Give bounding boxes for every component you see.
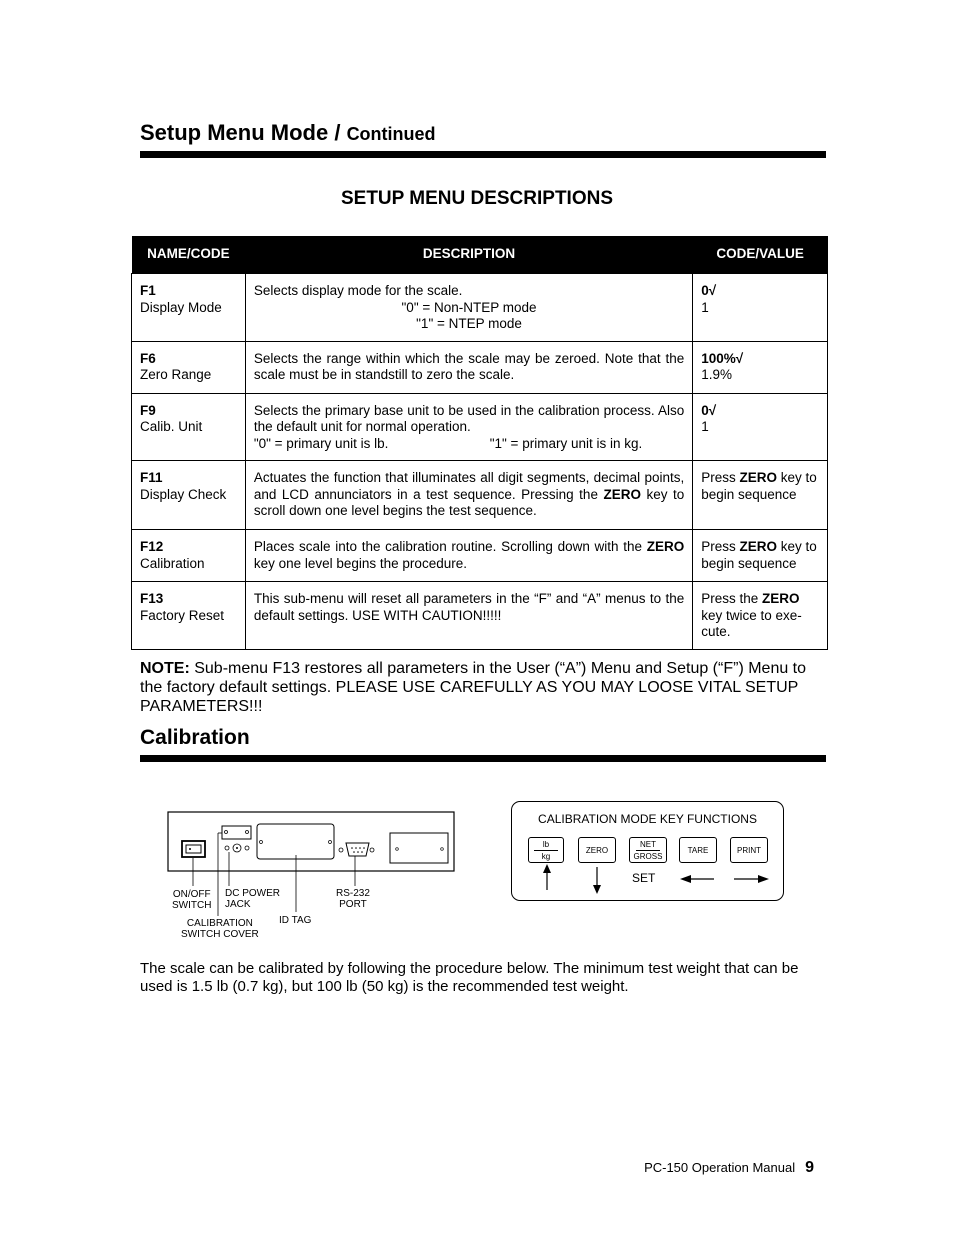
value-text: key twice to exe-cute. xyxy=(701,607,802,639)
cell-value xyxy=(693,274,828,342)
unit-key-lb: lb xyxy=(542,839,550,849)
cell-description xyxy=(245,393,692,461)
description-option: "1" = NTEP mode xyxy=(416,316,522,331)
alt-value: 1 xyxy=(701,419,709,434)
arrow-left-icon xyxy=(680,875,691,883)
label-line: JACK xyxy=(225,899,251,910)
zero-key-ref: ZERO xyxy=(739,470,778,485)
setup-menu-table xyxy=(131,236,828,650)
note-text: Sub-menu F13 restores all parameters in the User (“A”) Menu and Setup (“F”) Menu to the factory default settings. PLEASE USE CAREFULLY AS YOU MAY LOOSE VITAL SETUP PARAMETERS!!! xyxy=(140,660,807,715)
title-separator: / xyxy=(328,120,347,145)
tare-key-label: TARE xyxy=(687,845,709,855)
label-line: PORT xyxy=(339,899,367,910)
table-row xyxy=(132,274,828,342)
title-continued: Continued xyxy=(346,124,436,144)
menu-name: Calibration xyxy=(140,555,205,571)
unit-key-kg: kg xyxy=(541,851,551,861)
value-text: key to begin sequence xyxy=(701,539,817,571)
col-header-description: DESCRIPTION xyxy=(245,236,692,274)
table-row xyxy=(132,341,828,393)
description-option: "1" = primary unit is in kg. xyxy=(489,435,643,451)
menu-code: F6 xyxy=(140,350,156,366)
cell-name xyxy=(132,341,246,393)
menu-name: Zero Range xyxy=(140,367,212,382)
zero-key-ref: ZERO xyxy=(739,539,778,554)
cell-value xyxy=(693,461,828,530)
calibration-title: Calibration xyxy=(140,726,250,749)
cell-name xyxy=(132,274,246,342)
cell-value xyxy=(693,393,828,461)
description-text: key one level begins the procedure. xyxy=(253,555,467,571)
section-subtitle: SETUP MENU DESCRIPTIONS xyxy=(340,188,614,209)
description-options xyxy=(254,436,684,453)
cell-description xyxy=(245,274,692,342)
table-row xyxy=(132,461,828,530)
calibration-rule xyxy=(140,755,826,762)
description-option: "0" = primary unit is lb. xyxy=(253,435,389,451)
label-line: ON/OFF xyxy=(172,889,211,900)
description-text: Selects the primary base unit to be used in the calibration process. Also the default unit for normal operation. xyxy=(253,402,685,434)
menu-code: F13 xyxy=(140,591,164,606)
cell-name xyxy=(132,461,246,530)
dc-power-jack-label xyxy=(225,888,280,910)
menu-name: Calib. Unit xyxy=(140,419,203,434)
print-key-label: PRINT xyxy=(737,845,761,855)
alt-value: 1 xyxy=(701,299,709,315)
arrow-up-icon xyxy=(543,864,551,873)
default-value: 0√ xyxy=(701,402,717,418)
label-line: SWITCH xyxy=(172,900,212,911)
menu-code: F9 xyxy=(140,402,156,418)
col-header-value: CODE/VALUE xyxy=(693,236,828,274)
menu-name: Display Check xyxy=(140,486,227,502)
description-text: Actuates the function that illuminates all digit segments, decimal points, and LCD annunciators in a test sequence. Pressing the xyxy=(253,470,685,502)
menu-code: F11 xyxy=(140,470,163,485)
value-text: Press xyxy=(701,470,740,485)
note-paragraph xyxy=(140,659,820,716)
cell-description xyxy=(245,530,692,582)
cell-description: Selects the range within which the scale may be zeroed. Note that the scale must be in standstill to zero the scale. xyxy=(245,341,692,393)
page-title xyxy=(140,120,436,146)
label-line: DC POWER xyxy=(225,888,280,899)
description-text: Selects display mode for the scale. xyxy=(253,283,463,298)
net-key-label: NET xyxy=(640,839,656,849)
cell-name xyxy=(132,530,246,582)
default-value: 0√ xyxy=(701,283,717,298)
description-text: key to scroll down one level begins the test sequence. xyxy=(253,486,685,518)
zero-key-ref: ZERO xyxy=(603,486,641,502)
col-header-name: NAME/CODE xyxy=(132,236,246,274)
key-function-arrows xyxy=(512,802,783,900)
cell-value xyxy=(693,530,828,582)
description-text: Places scale into the calibration routine. Scrolling down with the xyxy=(253,539,647,554)
table-row xyxy=(132,530,828,582)
header-rule xyxy=(140,151,826,158)
gross-key-label: GROSS xyxy=(633,851,663,861)
cell-name xyxy=(132,582,246,650)
page-title-main: Setup Menu Mode xyxy=(140,120,329,145)
menu-name: Display Mode xyxy=(140,299,222,315)
menu-code: F1 xyxy=(140,283,156,298)
description-option: "0" = Non-NTEP mode xyxy=(401,299,537,315)
zero-key-ref: ZERO xyxy=(646,539,685,554)
set-label: SET xyxy=(632,871,656,885)
calibration-key-panel xyxy=(511,801,784,901)
label-line: SWITCH COVER xyxy=(181,929,259,940)
cell-value xyxy=(693,341,828,393)
rs232-port-label xyxy=(336,888,370,910)
table-row xyxy=(132,582,828,650)
label-line: CALIBRATION xyxy=(186,918,253,929)
page-footer xyxy=(644,1159,814,1177)
value-text: key to begin sequence xyxy=(701,470,817,502)
arrow-right-icon xyxy=(758,875,769,883)
page-number: 9 xyxy=(805,1159,814,1176)
menu-name: Factory Reset xyxy=(140,607,225,623)
value-text: Press xyxy=(701,539,740,554)
table-header-row xyxy=(132,236,828,274)
table-row xyxy=(132,393,828,461)
cell-name xyxy=(132,393,246,461)
label-line: RS-232 xyxy=(336,888,370,899)
cell-description: This sub-menu will reset all parameters in the “F” and “A” menus to the default settings. USE WITH CAUTION!!!!! xyxy=(245,582,692,650)
id-tag-label: ID TAG xyxy=(279,915,312,926)
zero-key-label: ZERO xyxy=(585,845,609,855)
alt-value: 1.9% xyxy=(701,367,733,382)
default-value: 100%√ xyxy=(701,350,744,366)
calibration-paragraph: The scale can be calibrated by following the procedure below. The minimum test weight that can be used is 1.5 lb (0.7 kg), but 100 lb (50 kg) is the recommended test weight. xyxy=(140,960,799,995)
cell-value xyxy=(693,582,828,650)
key-panel-title: CALIBRATION MODE KEY FUNCTIONS xyxy=(538,812,757,826)
zero-key-ref: ZERO xyxy=(762,591,800,606)
cell-description xyxy=(245,461,692,530)
calibration-switch-cover-label xyxy=(181,918,259,940)
rear-panel-diagram xyxy=(160,798,470,948)
menu-code: F12 xyxy=(140,539,164,554)
manual-name: PC-150 Operation Manual xyxy=(644,1160,796,1175)
on-off-switch-label xyxy=(172,889,211,911)
note-label: NOTE: xyxy=(140,660,190,677)
value-text: Press the xyxy=(701,591,763,606)
arrow-down-icon xyxy=(593,885,601,894)
